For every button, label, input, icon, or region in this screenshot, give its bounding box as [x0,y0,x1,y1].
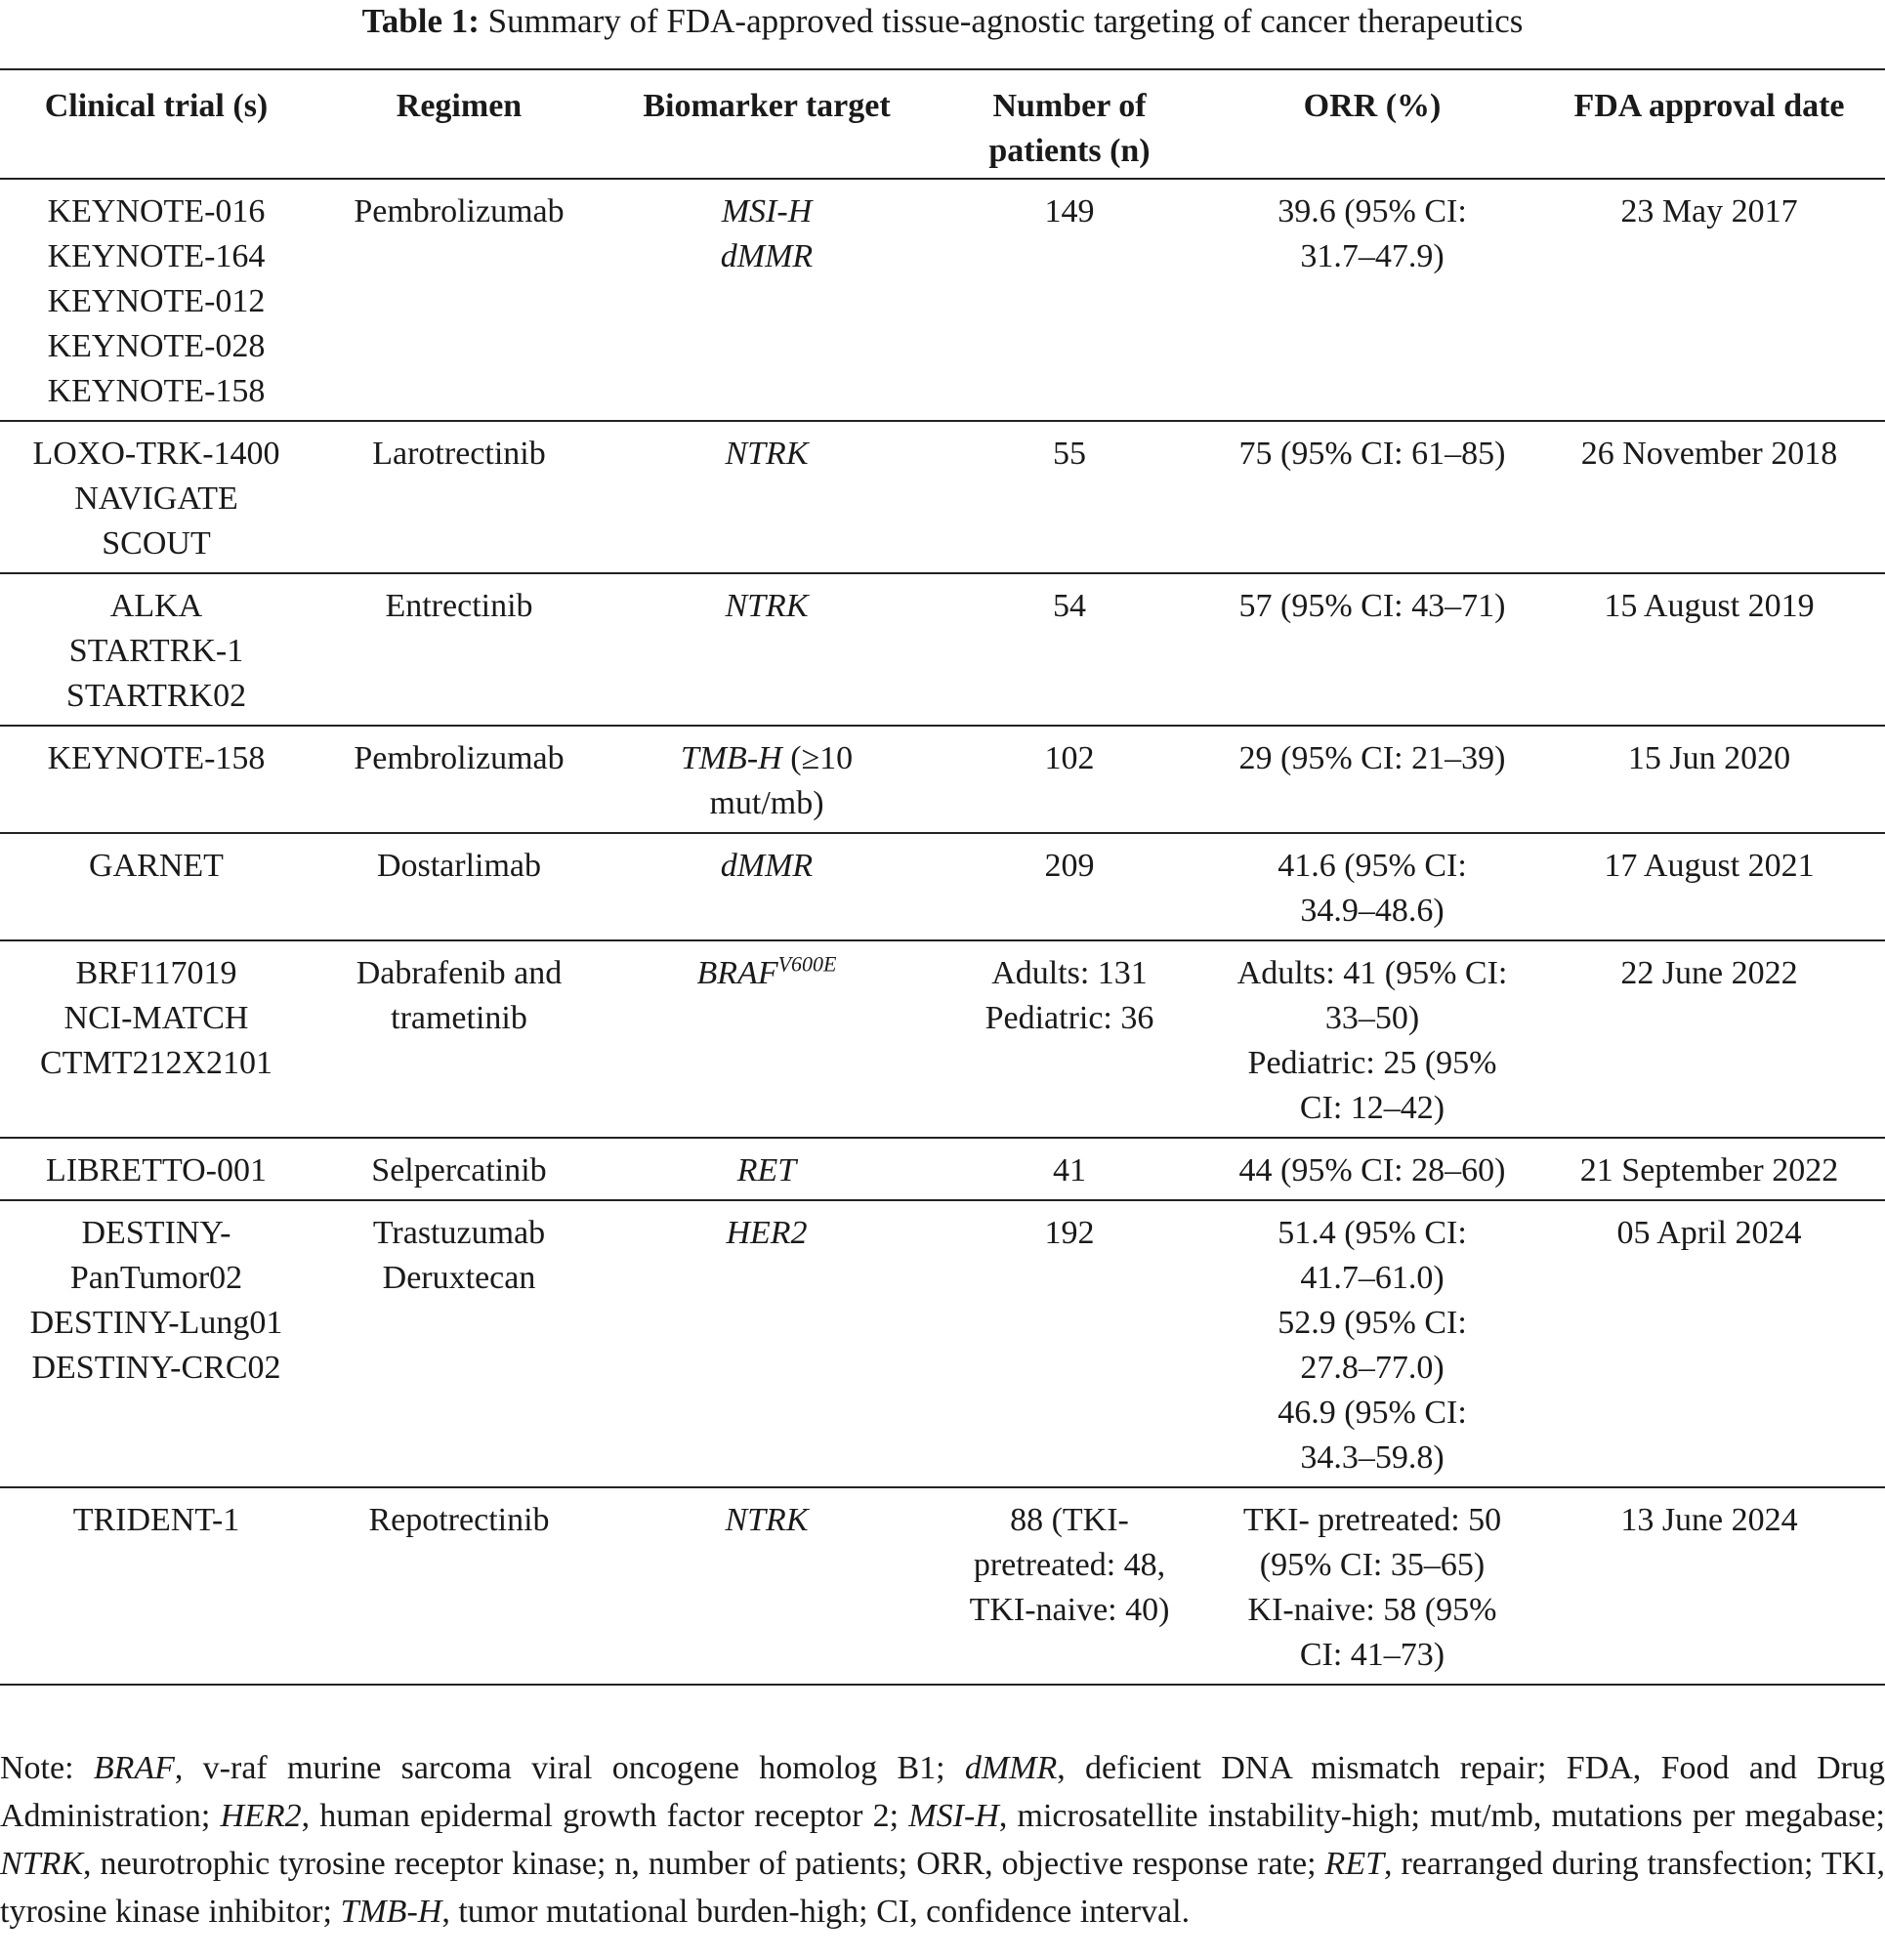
approval-date-text: 15 August 2019 [1604,588,1815,624]
approval-date-text: 22 June 2022 [1620,955,1798,991]
cell-regimen [313,1487,606,1685]
orr-text: TKI- pretreated: 50 [1242,1502,1502,1538]
note-abbreviation: HER2 [220,1798,302,1834]
approval-date-text: 13 June 2024 [1620,1502,1798,1538]
cell-patients [928,421,1211,573]
approval-date-text: 05 April 2024 [1616,1215,1802,1251]
cell-clinical-trial [0,726,313,833]
trial-name: GARNET [89,848,224,884]
trial-name: STARTRK-1 [68,633,244,669]
biomarker-text: HER2 [726,1215,808,1251]
note-abbreviation: dMMR [964,1750,1058,1786]
orr-text: CI: 12–42) [1299,1090,1445,1126]
cell-approval-date [1533,421,1885,573]
orr-text: 75 (95% CI: 61–85) [1238,436,1506,472]
patients-text: TKI-naive: 40) [969,1592,1170,1628]
cell-orr [1211,573,1533,726]
patients-text: Pediatric: 36 [984,1000,1154,1036]
cell-regimen [313,573,606,726]
biomarker-text: RET [736,1152,797,1189]
orr-text: CI: 41–73) [1299,1637,1445,1673]
cell-approval-date [1533,1487,1885,1685]
cell-regimen [313,179,606,421]
cell-orr [1211,1138,1533,1200]
header-regimen: Regimen [313,69,606,179]
trial-name: KEYNOTE-158 [47,373,266,409]
table-caption-text: Summary of FDA-approved tissue-agnostic targeting of cancer therapeutics [487,2,1524,40]
biomarker-rest: (≥10 [781,740,854,776]
patients-text: 149 [1044,193,1095,229]
table-note: Note: BRAF, v-raf murine sarcoma viral oncogene homolog B1; dMMR, deficient DNA mismatch repair; FDA, Food and Drug Administration; HER2, human epidermal growth factor receptor 2; MSI-H, microsatellite instability-high; mut/mb, mutations per megabase; NTRK, neurotrophic tyrosine receptor kinase; n, number of patients; ORR, objective response rate; RET, rearranged during transfection; TKI, tyrosine kinase inhibitor; TMB-H, tumor mutational burden-high; CI, confidence interval. [0,1750,1885,1930]
orr-text: 31.7–47.9) [1300,238,1445,274]
cell-biomarker [606,940,928,1138]
biomarker-text: MSI-H [721,193,813,229]
cell-approval-date [1533,573,1885,726]
regimen-text: Trastuzumab [372,1215,546,1251]
header-patients-line2: patients (n) [988,133,1151,169]
orr-text: Adults: 41 (95% CI: [1236,955,1508,991]
patients-text: 192 [1044,1215,1095,1251]
orr-text: 29 (95% CI: 21–39) [1238,740,1506,776]
cell-orr [1211,1487,1533,1685]
regimen-text: Pembrolizumab [354,740,565,776]
cell-clinical-trial [0,833,313,940]
table-caption [0,0,1885,53]
orr-text: 33–50) [1324,1000,1420,1036]
cell-biomarker [606,833,928,940]
approval-date-text: 15 Jun 2020 [1627,740,1791,776]
orr-text: 52.9 (95% CI: [1278,1305,1467,1341]
trial-name: DESTINY- [81,1215,231,1251]
cell-orr [1211,726,1533,833]
trial-name: KEYNOTE-016 [47,193,266,229]
biomarker-text: NTRK [725,436,809,472]
note-abbreviation: NTRK [0,1846,84,1882]
trial-name: BRF117019 [75,955,237,991]
table-row [0,179,1885,421]
table-row [0,421,1885,573]
cell-patients [928,1487,1211,1685]
table-row [0,1487,1885,1685]
trial-name: KEYNOTE-012 [47,283,266,319]
biomarker-italic: TMB-H [680,740,782,776]
cell-orr [1211,179,1533,421]
table-row [0,940,1885,1138]
cell-regimen [313,421,606,573]
orr-text: 51.4 (95% CI: [1278,1215,1467,1251]
cell-approval-date [1533,179,1885,421]
note-abbreviation: MSI-H [908,1798,999,1834]
cell-regimen [313,1138,606,1200]
trial-name: DESTINY-Lung01 [29,1305,283,1341]
patients-text: Adults: 131 [991,955,1148,991]
regimen-text: Larotrectinib [372,436,546,472]
trial-name: CTMT212X2101 [40,1045,272,1081]
cell-biomarker [606,1200,928,1487]
trial-name: NAVIGATE [74,480,238,517]
trial-name: LOXO-TRK-1400 [32,436,280,472]
regimen-text: Dostarlimab [376,848,542,884]
biomarker-text: dMMR [720,238,814,274]
table-row [0,833,1885,940]
regimen-text: Deruxtecan [382,1260,536,1296]
trial-name: KEYNOTE-164 [47,238,266,274]
cell-biomarker [606,1138,928,1200]
cell-biomarker [606,573,928,726]
cell-approval-date [1533,940,1885,1138]
trial-name: LIBRETTO-001 [45,1152,267,1189]
table-body [0,179,1885,1685]
table-caption-label: Table 1: [361,2,480,40]
biomarker-text: NTRK [725,1502,809,1538]
cell-clinical-trial [0,179,313,421]
table-row [0,726,1885,833]
patients-text: pretreated: 48, [973,1547,1166,1583]
biomarker-text [609,951,924,996]
cell-regimen [313,1200,606,1487]
orr-text: 39.6 (95% CI: [1278,193,1467,229]
cell-clinical-trial [0,1200,313,1487]
trial-name: TRIDENT-1 [72,1502,240,1538]
trial-name: PanTumor02 [69,1260,243,1296]
biomarker-text: mut/mb) [709,785,824,821]
cell-patients [928,1138,1211,1200]
cell-approval-date [1533,726,1885,833]
trial-name: KEYNOTE-158 [47,740,266,776]
trial-name: ALKA [109,588,203,624]
header-biomarker-target: Biomarker target [606,69,928,179]
orr-text: (95% CI: 35–65) [1259,1547,1486,1583]
table-row [0,573,1885,726]
cell-biomarker [606,1487,928,1685]
regimen-text: Repotrectinib [368,1502,550,1538]
biomarker-gene: BRAF [696,955,778,991]
cell-orr [1211,1200,1533,1487]
patients-text: 55 [1053,436,1086,472]
biomarker-text [609,736,924,781]
patients-text: 88 (TKI- [1010,1502,1129,1538]
orr-text: Pediatric: 25 (95% [1247,1045,1497,1081]
cell-biomarker [606,421,928,573]
orr-text: 44 (95% CI: 28–60) [1238,1152,1506,1189]
trial-name: NCI-MATCH [63,1000,249,1036]
cell-patients [928,1200,1211,1487]
patients-text: 102 [1044,740,1095,776]
header-patients-line1: Number of [992,88,1147,124]
cell-regimen [313,940,606,1138]
cell-biomarker [606,726,928,833]
patients-text: 209 [1044,848,1095,884]
cell-clinical-trial [0,1487,313,1685]
cell-patients [928,179,1211,421]
cell-approval-date [1533,1138,1885,1200]
trial-name: SCOUT [102,525,211,562]
cell-patients [928,833,1211,940]
cell-clinical-trial [0,421,313,573]
cell-approval-date [1533,1200,1885,1487]
regimen-text: Entrectinib [385,588,533,624]
table-row [0,1200,1885,1487]
approval-date-text: 21 September 2022 [1579,1152,1839,1189]
cell-patients [928,726,1211,833]
note-abbreviation: RET [1324,1846,1384,1882]
trial-name: DESTINY-CRC02 [31,1350,281,1386]
approval-date-text: 23 May 2017 [1620,193,1798,229]
table-row [0,1138,1885,1200]
approval-date-text: 26 November 2018 [1580,436,1838,472]
cell-orr [1211,421,1533,573]
header-orr: ORR (%) [1211,69,1533,179]
regimen-text: Dabrafenib and [356,955,563,991]
note-abbreviation: TMB-H [340,1894,442,1930]
header-fda-approval-date: FDA approval date [1533,69,1885,179]
header-clinical-trial: Clinical trial (s) [0,69,313,179]
cell-clinical-trial [0,573,313,726]
biomarker-superscript: V600E [777,951,837,977]
cell-clinical-trial [0,940,313,1138]
cell-patients [928,573,1211,726]
orr-text: 34.9–48.6) [1300,893,1445,929]
table-header-row [0,69,1885,179]
cell-patients [928,940,1211,1138]
cell-orr [1211,833,1533,940]
regimen-text: Pembrolizumab [354,193,565,229]
cell-orr [1211,940,1533,1138]
cell-approval-date [1533,833,1885,940]
approval-date-text: 17 August 2021 [1604,848,1815,884]
cell-biomarker [606,179,928,421]
regimen-text: trametinib [391,1000,527,1036]
orr-text: 41.6 (95% CI: [1278,848,1467,884]
orr-text: 41.7–61.0) [1300,1260,1445,1296]
orr-text: 34.3–59.8) [1300,1439,1445,1476]
orr-text: 27.8–77.0) [1300,1350,1445,1386]
orr-text: 46.9 (95% CI: [1278,1395,1467,1431]
trial-name: KEYNOTE-028 [47,328,266,364]
cell-regimen [313,833,606,940]
cell-regimen [313,726,606,833]
orr-text: 57 (95% CI: 43–71) [1238,588,1506,624]
biomarker-text: dMMR [720,848,814,884]
cell-clinical-trial [0,1138,313,1200]
orr-text: KI-naive: 58 (95% [1247,1592,1497,1628]
trial-name: STARTRK02 [65,678,247,714]
patients-text: 54 [1053,588,1086,624]
header-number-of-patients [928,69,1211,179]
therapeutics-table [0,68,1885,1686]
note-abbreviation: BRAF [93,1750,175,1786]
patients-text: 41 [1053,1152,1086,1189]
regimen-text: Selpercatinib [371,1152,547,1189]
biomarker-text: NTRK [725,588,809,624]
